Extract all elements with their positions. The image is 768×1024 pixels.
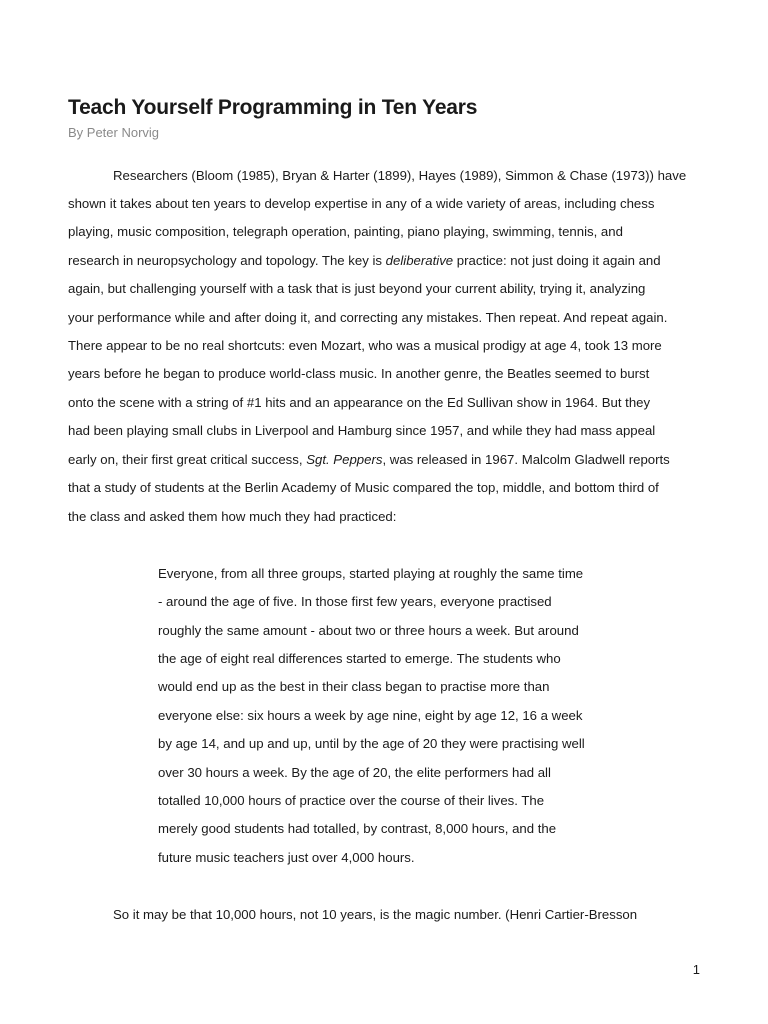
paragraph-1-line: your performance while and after doing it, and correcting any mistakes. Then repeat. And repeat again. bbox=[68, 310, 668, 325]
paragraph-1-line: Researchers (Bloom (1985), Bryan & Harter (1899), Hayes (1989), Simmon & Chase (1973)) have bbox=[113, 168, 687, 183]
paragraph-2-line: So it may be that 10,000 hours, not 10 years, is the magic number. (Henri Cartier-Bresson bbox=[113, 907, 638, 922]
paragraph-1-line: the class and asked them how much they had practiced: bbox=[68, 509, 397, 524]
quote-line: Everyone, from all three groups, started playing at roughly the same time bbox=[158, 566, 584, 581]
paragraph-1-line: playing, music composition, telegraph operation, painting, piano playing, swimming, tennis, and bbox=[68, 224, 623, 239]
emphasis-sgt-peppers: Sgt. Peppers bbox=[306, 452, 383, 467]
quote-line: everyone else: six hours a week by age nine, eight by age 12, 16 a week bbox=[158, 708, 583, 723]
text-run: practice: not just doing it again and bbox=[453, 253, 661, 268]
quote-line: would end up as the best in their class began to practise more than bbox=[158, 679, 550, 694]
quote-line: future music teachers just over 4,000 hours. bbox=[158, 850, 415, 865]
emphasis-deliberative: deliberative bbox=[385, 253, 454, 268]
paragraph-1-line: There appear to be no real shortcuts: even Mozart, who was a musical prodigy at age 4, took 13 more bbox=[68, 338, 662, 353]
quote-line: merely good students had totalled, by contrast, 8,000 hours, and the bbox=[158, 821, 557, 836]
document-author: By Peter Norvig bbox=[68, 125, 160, 140]
quote-line: by age 14, and up and up, until by the age of 20 they were practising well bbox=[158, 736, 585, 751]
quote-line: roughly the same amount - about two or three hours a week. But around bbox=[158, 623, 579, 638]
text-run: early on, their first great critical success, bbox=[68, 452, 307, 467]
quote-line: - around the age of five. In those first few years, everyone practised bbox=[158, 594, 552, 609]
text-run: research in neuropsychology and topology. The key is bbox=[68, 253, 386, 268]
quote-line: totalled 10,000 hours of practice over the course of their lives. The bbox=[158, 793, 545, 808]
paragraph-1-line: again, but challenging yourself with a task that is just beyond your current ability, trying it, analyzing bbox=[68, 281, 646, 296]
paragraph-1-line: had been playing small clubs in Liverpool and Hamburg since 1957, and while they had mass appeal bbox=[68, 423, 656, 438]
paragraph-1-line: onto the scene with a string of #1 hits and an appearance on the Ed Sullivan show in 1964. But they bbox=[68, 395, 651, 410]
document-title: Teach Yourself Programming in Ten Years bbox=[68, 96, 478, 119]
page-number: 1 bbox=[692, 962, 700, 977]
paragraph-1-line: shown it takes about ten years to develop expertise in any of a wide variety of areas, including chess bbox=[68, 196, 655, 211]
paragraph-1-line: years before he began to produce world-class music. In another genre, the Beatles seemed to burst bbox=[68, 366, 650, 381]
paragraph-1-line: that a study of students at the Berlin Academy of Music compared the top, middle, and bottom third of bbox=[68, 480, 659, 495]
quote-line: the age of eight real differences started to emerge. The students who bbox=[158, 651, 561, 666]
quote-line: over 30 hours a week. By the age of 20, the elite performers had all bbox=[158, 765, 551, 780]
text-run: , was released in 1967. Malcolm Gladwell reports bbox=[382, 452, 670, 467]
paragraph-1-line bbox=[68, 252, 661, 270]
paragraph-1-line bbox=[68, 451, 670, 469]
